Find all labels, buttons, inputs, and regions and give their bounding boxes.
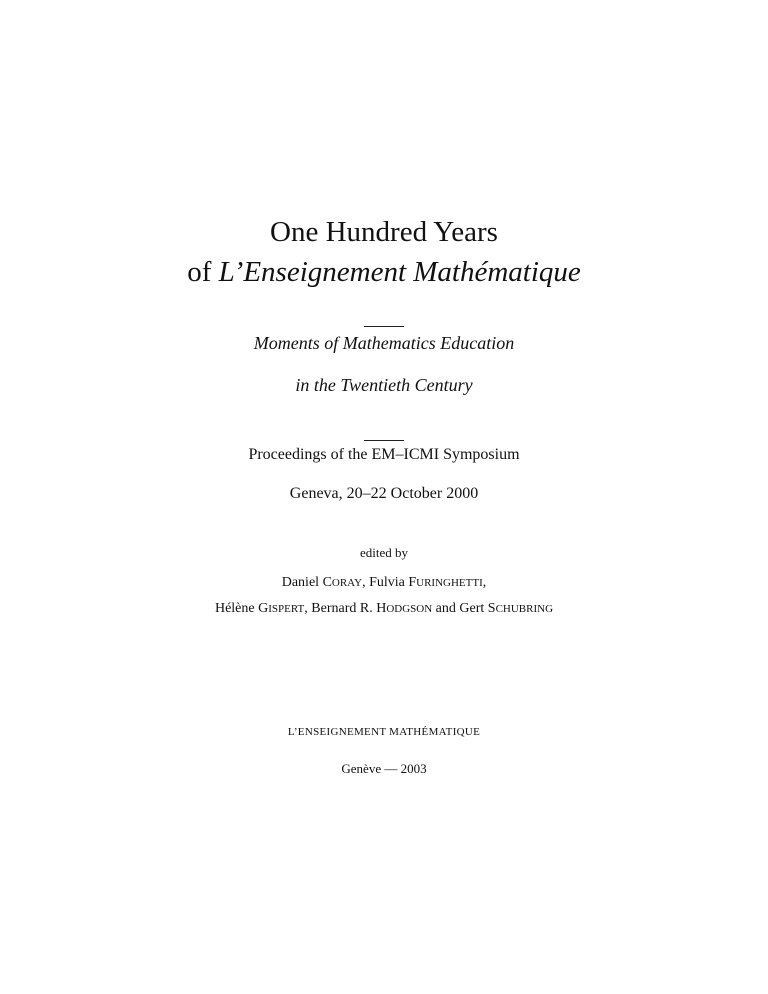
edited-by-label: edited by: [359, 545, 408, 560]
symposium-place-date: Geneva, 20–22 October 2000: [289, 485, 479, 502]
book-title-line-2: [0, 254, 768, 290]
editor-coray-last-initial: C: [322, 575, 332, 590]
editor-gispert-last-initial: G: [258, 601, 269, 616]
editor-coray-last-rest: ORAY: [331, 577, 363, 589]
editor-hodgson-last-initial: H: [376, 601, 387, 616]
editor-separator-2: ,: [482, 575, 487, 590]
separator-rule-2: [364, 440, 404, 441]
editors-line-2: [0, 599, 768, 619]
editor-separator-1: , Fulvia: [362, 575, 409, 590]
publisher-name: L’ENSEIGNEMENT MATHÉMATIQUE: [287, 726, 481, 738]
editor-furinghetti-last-rest: URINGHETTI: [416, 577, 483, 589]
editor-gispert-first: Hélène: [214, 601, 259, 616]
editor-hodgson-last-rest: ODGSON: [386, 603, 433, 615]
editor-schubring-last-initial: S: [487, 601, 496, 616]
editor-gispert-last-rest: ISPERT: [268, 603, 305, 615]
subtitle-line-1: Moments of Mathematics Education: [253, 333, 515, 353]
subtitle-line-2: in the Twentieth Century: [295, 375, 473, 395]
journal-name: L’Enseignement Mathématique: [218, 256, 581, 288]
book-title-line-1: One Hundred Years: [270, 216, 498, 248]
editor-schubring-last-rest: CHUBRING: [495, 603, 554, 615]
editor-coray-first: Daniel: [281, 575, 323, 590]
separator-rule-1: [364, 326, 404, 327]
publisher-place-year: Genève — 2003: [341, 761, 427, 776]
proceedings-line: Proceedings of the EM–ICMI Symposium: [248, 446, 520, 463]
book-title-prefix: of: [187, 256, 219, 288]
editors-line-1: [0, 573, 768, 593]
editor-separator-3: , Bernard R.: [304, 601, 377, 616]
editor-separator-4: and Gert: [432, 601, 488, 616]
editor-furinghetti-last-initial: F: [408, 575, 417, 590]
